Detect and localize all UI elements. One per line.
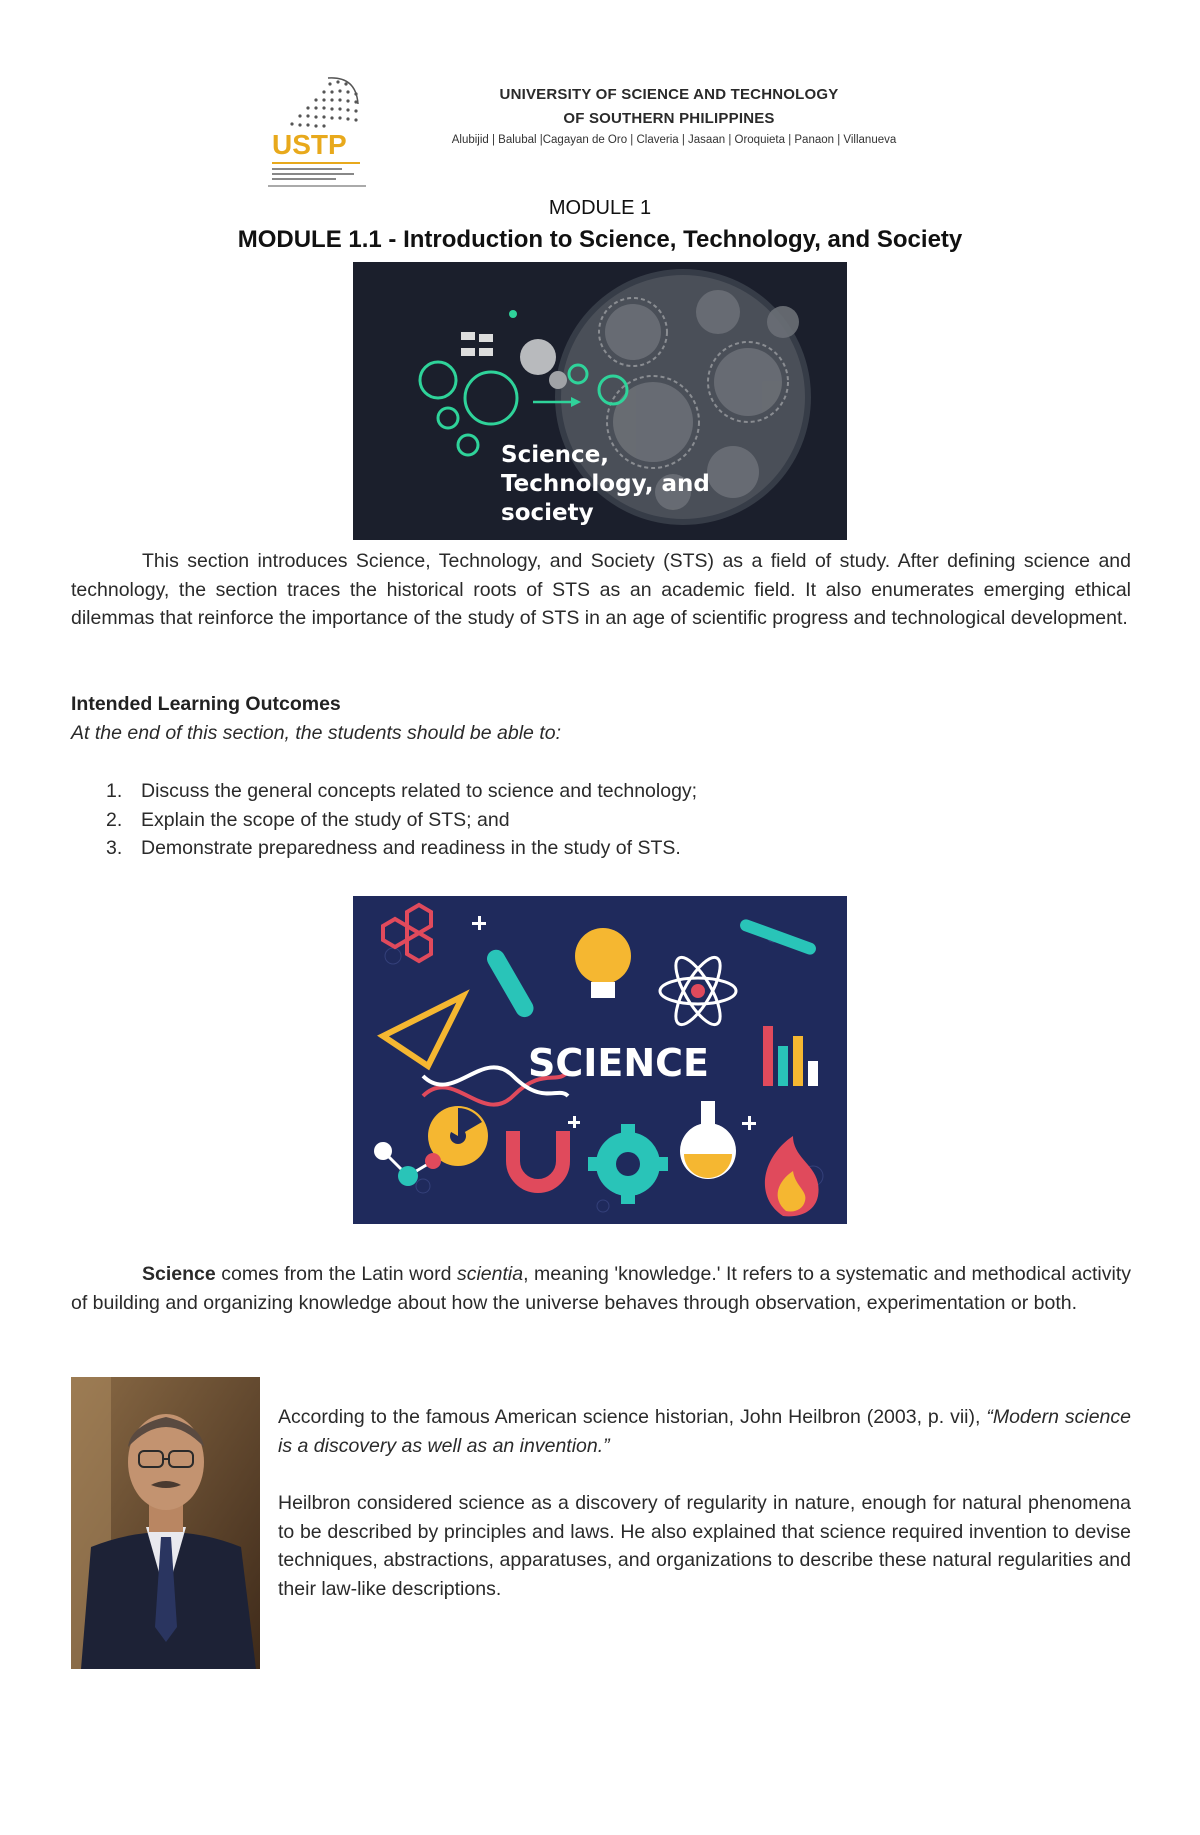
ilo-subheading: At the end of this section, the students should be able to: <box>71 722 561 744</box>
list-item-text: Discuss the general concepts related to science and technology; <box>141 780 698 802</box>
science-definition-paragraph <box>71 1260 1131 1317</box>
module-label: MODULE 1 <box>548 197 652 219</box>
university-header <box>268 74 948 192</box>
ilo-heading: Intended Learning Outcomes <box>71 693 341 715</box>
heilbron-intro-text: According to the famous American science historian, John Heilbron (2003, p. vii), <box>278 1406 987 1428</box>
heilbron-quote-paragraph <box>278 1403 1131 1460</box>
heilbron-portrait <box>71 1377 260 1669</box>
latin-word: scientia <box>456 1263 524 1285</box>
university-name-line1: UNIVERSITY OF SCIENCE AND TECHNOLOGY <box>499 86 839 103</box>
list-number: 2. <box>106 808 123 831</box>
list-number: 3. <box>106 837 123 859</box>
list-item <box>71 834 1131 863</box>
list-item-text: Explain the scope of the study of STS; and <box>141 808 510 831</box>
intro-paragraph: This section introduces Science, Technology, and Society (STS) as a field of study. After defining science and technology, the section traces the historical roots of STS as an academic field. It also enumerates emerging ethical dilemmas that reinforce the importance of the study of STS in an age of scientific progress and technological development. <box>71 550 1131 629</box>
list-number: 1. <box>106 780 123 802</box>
science-term: Science <box>142 1263 216 1285</box>
sts-slide-image <box>353 262 847 540</box>
science-text-part2: , meaning 'knowledge.' It refers to a systematic and methodical activity of building and organizing knowledge about how the universe behaves through observation, experimentation or both. <box>71 1263 1131 1314</box>
slide-caption-line3: society <box>501 500 594 526</box>
science-illustration <box>353 896 847 1224</box>
heilbron-quote: “Modern science is a discovery as well as an invention.” <box>278 1406 1131 1457</box>
campus-list: Alubijid | Balubal |Cagayan de Oro | Claveria | Jasaan | Oroquieta | Panaon | Villanueva <box>451 134 897 146</box>
ustp-logo <box>268 74 398 192</box>
list-item <box>71 777 1131 806</box>
science-text-part1: comes from the Latin word <box>215 1263 457 1285</box>
logo-text: USTP <box>272 129 347 160</box>
university-name-line2: OF SOUTHERN PHILIPPINES <box>563 110 775 127</box>
slide-caption-line2: Technology, and <box>501 471 710 497</box>
list-item-text: Demonstrate preparedness and readiness in the study of STS. <box>141 837 681 859</box>
slide-caption-line1: Science, <box>501 442 610 468</box>
list-item <box>71 806 1131 835</box>
module-title: MODULE 1.1 - Introduction to Science, Technology, and Society <box>237 226 963 253</box>
heilbron-explanation-paragraph: Heilbron considered science as a discovery of regularity in nature, enough for natural phenomena to be described by principles and laws. He also explained that science required invention to devise techniques, abstractions, apparatuses, and organizations to describe these natural regularities and their law-like descriptions. <box>278 1492 1131 1600</box>
ilo-list <box>71 777 1131 863</box>
science-word: SCIENCE <box>528 1041 710 1085</box>
